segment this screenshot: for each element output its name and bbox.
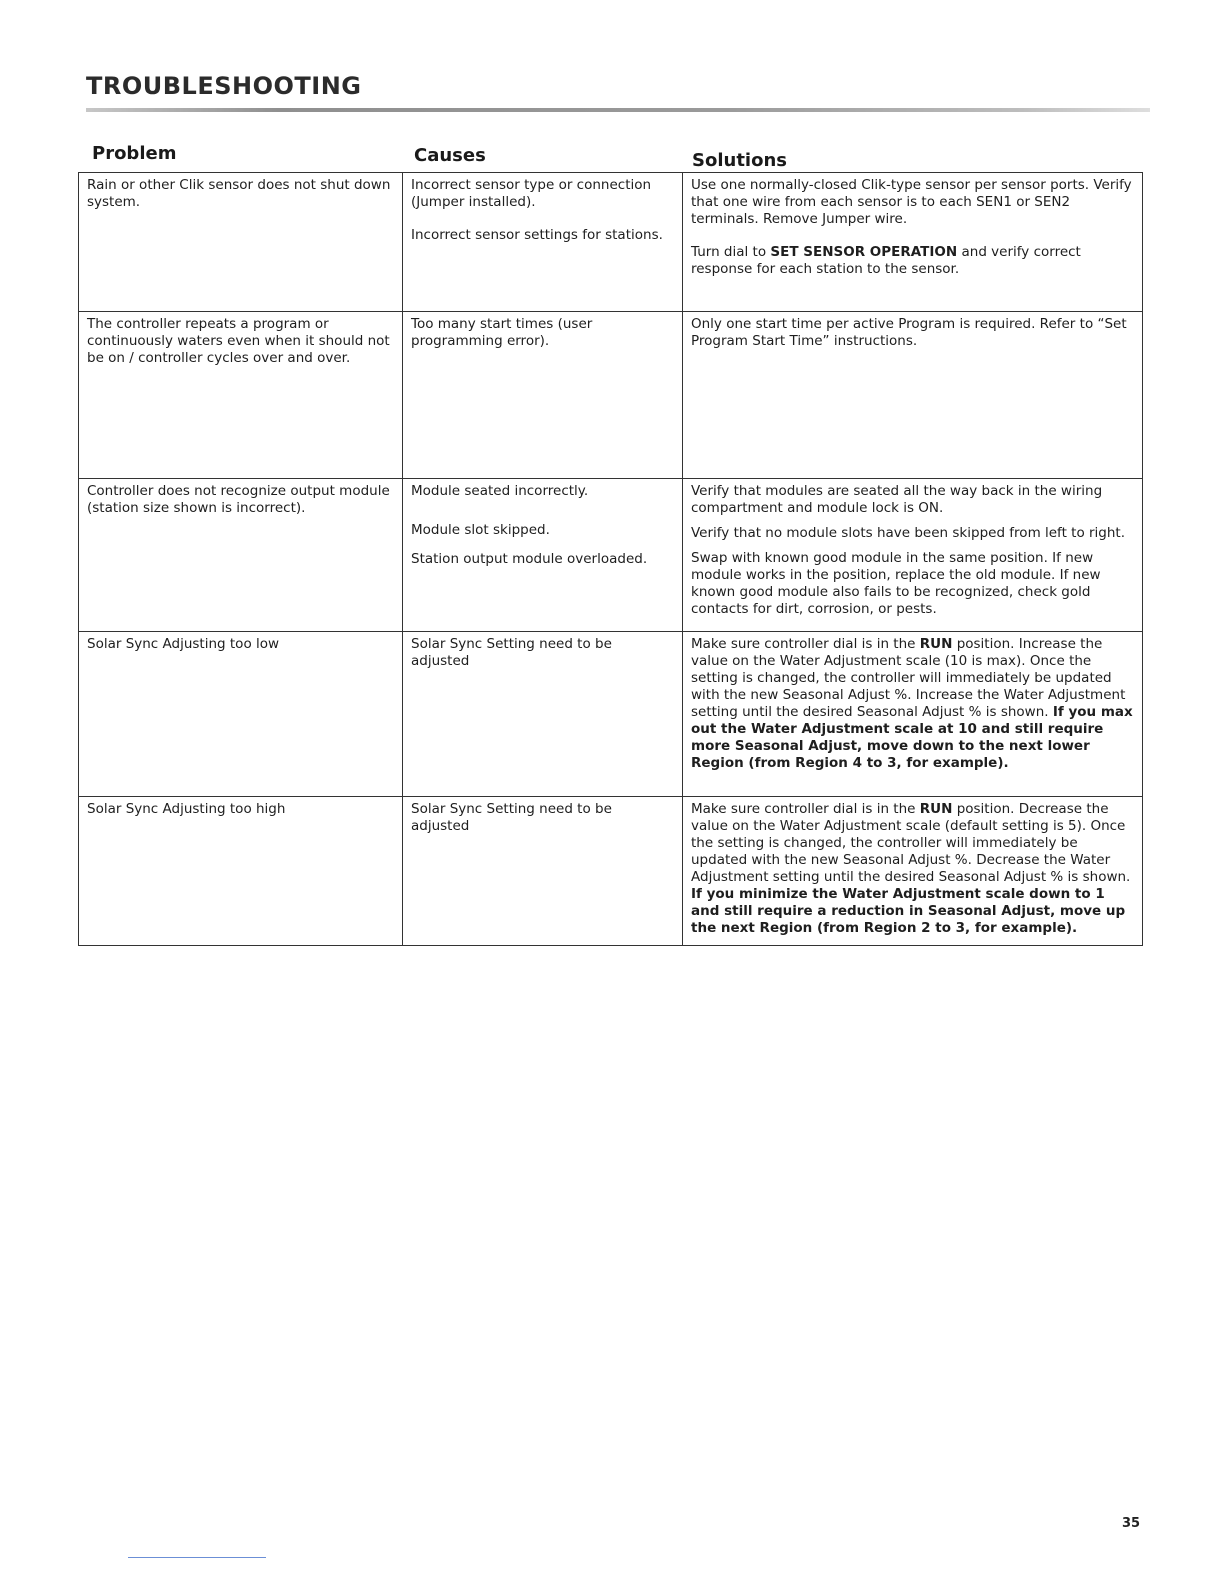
solution-text: Make sure controller dial is in the RUN position. Increase the value on the Water Adjustment scale (10 is max). Once the setting is changed, the controller will immediately be updated with the new Seasonal Adjust %. Increase the Water Adjustment setting until the desired Seasonal Adjust % is shown. If you max out the Water Adjustment scale at 10 and still require more Seasonal Adjust, move down to the next lower Region (from Region 4 to 3, for example).	[691, 636, 1133, 771]
solutions-cell	[683, 797, 1143, 945]
problem-text: Solar Sync Adjusting too low	[87, 636, 280, 652]
problem-cell	[79, 632, 403, 796]
cause-text: Solar Sync Setting need to be adjusted	[411, 801, 612, 834]
table-row	[79, 631, 1143, 796]
problem-cell	[79, 479, 403, 631]
table-row	[79, 311, 1143, 478]
causes-cell	[403, 797, 683, 945]
problem-cell	[79, 312, 403, 478]
causes-cell	[403, 173, 683, 311]
cause-text: Too many start times (user programming error).	[411, 316, 593, 349]
solution-text: Verify that no module slots have been skipped from left to right.	[691, 525, 1126, 541]
problem-text: Solar Sync Adjusting too high	[87, 801, 286, 817]
table-row	[79, 796, 1143, 945]
solution-text: Only one start time per active Program is required. Refer to “Set Program Start Time” instructions.	[691, 316, 1127, 349]
page-number: 35	[1122, 1516, 1141, 1531]
header-solutions: Solutions	[692, 150, 787, 171]
solutions-cell	[683, 479, 1143, 631]
causes-cell	[403, 632, 683, 796]
cause-text: Solar Sync Setting need to be adjusted	[411, 636, 612, 669]
solution-text: Make sure controller dial is in the RUN position. Decrease the value on the Water Adjustment scale (default setting is 5). Once the setting is changed, the controller will immediately be updated with the new Seasonal Adjust %. Decrease the Water Adjustment setting until the desired Seasonal Adjust % is shown. If you minimize the Water Adjustment scale down to 1 and still require a reduction in Seasonal Adjust, move up the next Region (from Region 2 to 3, for example).	[691, 801, 1131, 936]
footer-rule	[128, 1557, 266, 1558]
title-rule	[86, 108, 1150, 112]
solution-emphasis: RUN	[919, 801, 953, 817]
problem-text: Rain or other Clik sensor does not shut down system.	[87, 177, 391, 210]
solutions-cell	[683, 632, 1143, 796]
solution-text: Turn dial to SET SENSOR OPERATION and verify correct response for each station to the sensor.	[691, 244, 1081, 277]
troubleshooting-table	[78, 172, 1143, 946]
cause-text: Station output module overloaded.	[411, 551, 648, 567]
page-title: TROUBLESHOOTING	[86, 72, 362, 100]
cause-text: Incorrect sensor settings for stations.	[411, 227, 663, 243]
solutions-cell	[683, 173, 1143, 311]
solutions-cell	[683, 312, 1143, 478]
cause-text: Module seated incorrectly.	[411, 483, 589, 499]
problem-cell	[79, 797, 403, 945]
causes-cell	[403, 479, 683, 631]
table-row	[79, 478, 1143, 631]
table-row	[79, 172, 1143, 311]
causes-cell	[403, 312, 683, 478]
solution-text: Use one normally-closed Clik-type sensor per sensor ports. Verify that one wire from each sensor is to each SEN1 or SEN2 terminals. Remove Jumper wire.	[691, 177, 1132, 227]
solution-text: Verify that modules are seated all the way back in the wiring compartment and module lock is ON.	[691, 483, 1103, 516]
header-causes: Causes	[414, 145, 486, 166]
problem-text: The controller repeats a program or continuously waters even when it should not be on / controller cycles over and over.	[87, 316, 390, 366]
header-problem: Problem	[92, 143, 177, 164]
problem-text: Controller does not recognize output module (station size shown is incorrect).	[87, 483, 390, 516]
cause-text: Module slot skipped.	[411, 522, 550, 538]
solution-emphasis: If you minimize the Water Adjustment scale down to 1 and still require a reduction in Seasonal Adjust, move up the next Region (from Region 2 to 3, for example).	[691, 886, 1126, 936]
solution-emphasis: RUN	[919, 636, 953, 652]
solution-emphasis: SET SENSOR OPERATION	[770, 244, 958, 260]
problem-cell	[79, 173, 403, 311]
solution-emphasis: If you max out the Water Adjustment scale at 10 and still require more Seasonal Adjust, move down to the next lower Region (from Region 4 to 3, for example).	[691, 704, 1133, 771]
cause-text: Incorrect sensor type or connection (Jumper installed).	[411, 177, 652, 210]
solution-text: Swap with known good module in the same position. If new module works in the position, replace the old module. If new known good module also fails to be recognized, check gold contacts for dirt, corrosion, or pests.	[691, 550, 1101, 617]
